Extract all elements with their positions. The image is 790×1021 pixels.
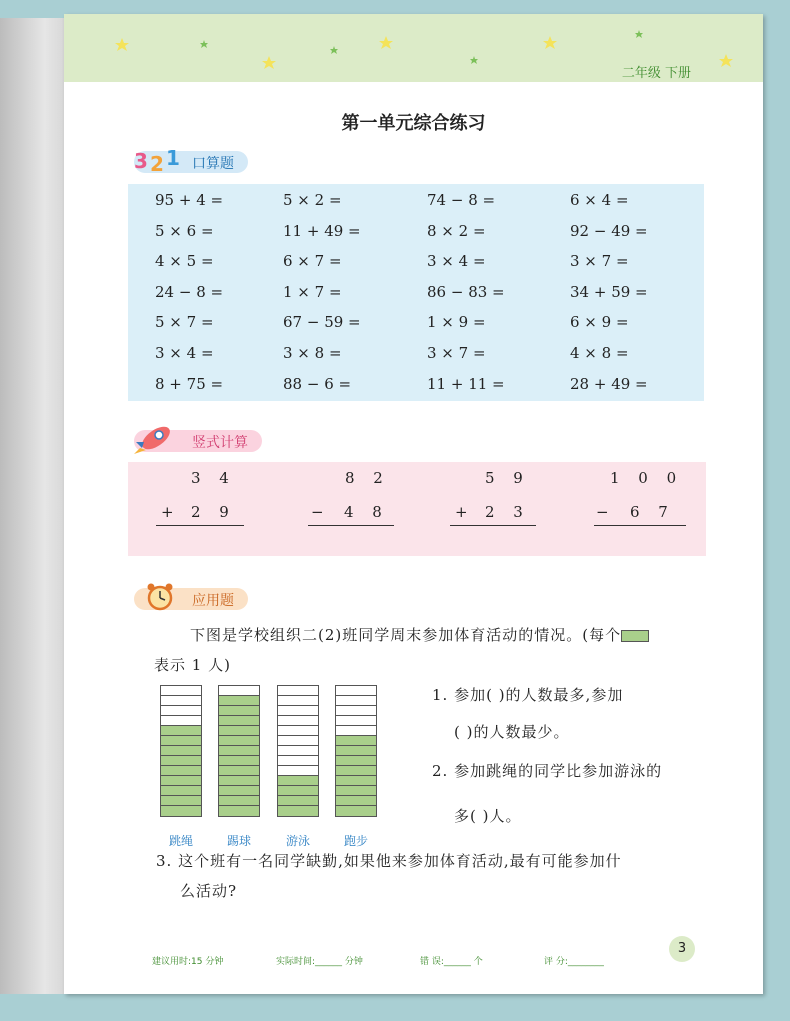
chart-cell	[219, 806, 259, 816]
question-1-line-2: ( )的人数最少。	[454, 723, 570, 741]
vertical-top-number: 8 2	[345, 469, 390, 487]
chart-cell	[336, 726, 376, 736]
chart-category-label: 跳绳	[168, 834, 193, 848]
grade-label: 二年级 下册	[621, 66, 691, 81]
section-label-applied-text: 应用题	[192, 593, 234, 609]
section-label-oral-text: 口算题	[192, 156, 234, 172]
chart-cell	[278, 786, 318, 796]
chart-cell	[278, 726, 318, 736]
chart-cell	[336, 786, 376, 796]
section-label-oral	[134, 146, 248, 175]
svg-text:1: 1	[166, 146, 180, 170]
chart-category-label: 跑步	[343, 834, 368, 848]
chart-cell	[219, 686, 259, 696]
question-3-line-1: 3. 这个班有一名同学缺勤,如果他来参加体育活动,最有可能参加什	[156, 852, 622, 870]
oral-problem: 88 − 6 =	[283, 374, 352, 393]
chart-cell	[278, 696, 318, 706]
vertical-operator: −	[311, 503, 331, 521]
chart-cell	[161, 756, 201, 766]
oral-problem: 92 − 49 =	[570, 221, 648, 240]
vertical-top-number: 1 0 0	[610, 469, 684, 487]
vertical-bottom-number: 2 3	[485, 503, 530, 521]
chart-cell	[336, 806, 376, 816]
oral-problem: 5 × 2 =	[283, 191, 342, 209]
chart-cell	[219, 716, 259, 726]
vertical-bottom-number: 6 7	[630, 503, 675, 521]
svg-text:2: 2	[150, 152, 164, 175]
page-title: 第一单元综合练习	[341, 113, 486, 134]
chart-cell	[336, 696, 376, 706]
footer-suggested-time: 建议用时:15 分钟	[152, 957, 224, 967]
vertical-answer-line	[594, 525, 686, 526]
chart-cell	[278, 776, 318, 786]
vertical-answer-line	[308, 525, 394, 526]
oral-problem: 1 × 9 =	[427, 313, 486, 332]
chart-cell	[219, 786, 259, 796]
page-number: 3	[669, 936, 695, 962]
chart-cell	[278, 766, 318, 776]
chart-cell	[219, 766, 259, 776]
chart-cell	[336, 776, 376, 786]
chart-bar	[335, 685, 377, 817]
chart-cell	[161, 746, 201, 756]
chart-cell	[161, 766, 201, 776]
chart-cell	[336, 746, 376, 756]
vertical-top-number: 3 4	[191, 469, 236, 487]
oral-problem: 3 × 8 =	[283, 344, 342, 362]
chart-cell	[219, 706, 259, 716]
chart-cell	[219, 756, 259, 766]
vertical-top-number: 5 9	[485, 469, 530, 487]
section-label-applied	[134, 588, 248, 610]
question-2-line-2: 多( )人。	[454, 807, 522, 825]
oral-problem: 1 × 7 =	[283, 282, 342, 301]
applied-intro-text: 下图是学校组织二(2)班同学周末参加体育活动的情况。(每个	[190, 626, 622, 644]
oral-problem: 3 × 4 =	[427, 252, 486, 271]
footer-actual-time: 实际时间:______ 分钟	[276, 957, 363, 967]
chart-cell	[278, 736, 318, 746]
oral-problem: 3 × 4 =	[155, 344, 214, 362]
vertical-answer-line	[156, 525, 244, 526]
oral-problem: 6 × 7 =	[283, 252, 342, 271]
footer-score: 评 分:________	[544, 957, 604, 967]
footer-errors: 错 误:______ 个	[420, 957, 483, 967]
oral-problem: 34 + 59 =	[570, 282, 648, 301]
chart-cell	[336, 686, 376, 696]
chart-cell	[219, 776, 259, 786]
svg-text:3: 3	[134, 149, 148, 173]
oral-problem: 95 + 4 =	[155, 191, 224, 209]
chart-cell	[278, 806, 318, 816]
question-2-line-1: 2. 参加跳绳的同学比参加游泳的	[432, 762, 663, 780]
section-label-vertical	[134, 430, 262, 452]
oral-problem: 67 − 59 =	[283, 313, 361, 332]
chart-cell	[161, 806, 201, 816]
oral-problem: 28 + 49 =	[570, 374, 648, 393]
oral-problem: 8 × 2 =	[427, 221, 486, 240]
chart-cell	[336, 756, 376, 766]
oral-problem: 74 − 8 =	[427, 191, 496, 209]
chart-cell	[278, 716, 318, 726]
chart-cell	[219, 696, 259, 706]
vertical-operator: +	[455, 503, 475, 521]
chart-cell	[336, 736, 376, 746]
section-label-vertical-text: 竖式计算	[192, 435, 248, 451]
workbook-page	[64, 14, 763, 994]
oral-problem: 4 × 5 =	[155, 252, 214, 271]
vertical-operator: +	[161, 503, 181, 521]
question-1-line-1: 1. 参加( )的人数最多,参加	[432, 686, 624, 704]
chart-cell	[219, 726, 259, 736]
chart-cell	[161, 696, 201, 706]
oral-problem: 8 + 75 =	[155, 374, 224, 393]
chart-cell	[161, 686, 201, 696]
chart-cell	[336, 766, 376, 776]
legend-cell-swatch	[621, 630, 649, 642]
chart-cell	[278, 796, 318, 806]
oral-problem: 24 − 8 =	[155, 282, 224, 301]
vertical-answer-line	[450, 525, 536, 526]
chart-bar	[218, 685, 260, 817]
vertical-bottom-number: 4 8	[344, 503, 389, 521]
question-3-line-2: 么活动?	[180, 882, 238, 900]
vertical-bottom-number: 2 9	[191, 503, 236, 521]
oral-problem: 3 × 7 =	[427, 344, 486, 362]
vertical-operator: −	[596, 503, 616, 521]
oral-problem: 11 + 49 =	[283, 221, 361, 240]
chart-cell	[219, 746, 259, 756]
oral-problem: 6 × 9 =	[570, 313, 629, 332]
chart-cell	[336, 716, 376, 726]
chart-category-label: 游泳	[285, 834, 310, 848]
chart-bar	[277, 685, 319, 817]
header-band	[64, 14, 763, 82]
applied-intro-line-1	[190, 624, 649, 645]
chart-cell	[278, 756, 318, 766]
chart-cell	[161, 726, 201, 736]
chart-cell	[278, 746, 318, 756]
chart-cell	[161, 736, 201, 746]
oral-problem: 86 − 83 =	[427, 282, 505, 301]
chart-cell	[278, 686, 318, 696]
rocket-icon	[130, 422, 180, 456]
oral-problem: 5 × 7 =	[155, 313, 214, 332]
oral-problem: 4 × 8 =	[570, 344, 629, 362]
number-321-icon	[130, 143, 186, 175]
chart-cell	[219, 796, 259, 806]
chart-cell	[336, 796, 376, 806]
chart-category-label: 踢球	[226, 834, 251, 848]
oral-problem: 3 × 7 =	[570, 252, 629, 271]
chart-bar	[160, 685, 202, 817]
oral-problem: 11 + 11 =	[427, 374, 505, 393]
chart-cell	[161, 786, 201, 796]
oral-problem: 6 × 4 =	[570, 191, 629, 209]
left-page-edge	[0, 18, 64, 994]
chart-cell	[219, 736, 259, 746]
chart-cell	[278, 706, 318, 716]
chart-cell	[161, 706, 201, 716]
chart-cell	[161, 796, 201, 806]
chart-cell	[161, 716, 201, 726]
alarm-clock-icon	[130, 580, 180, 614]
chart-cell	[336, 706, 376, 716]
chart-cell	[161, 776, 201, 786]
oral-problem: 5 × 6 =	[155, 221, 214, 240]
applied-intro-line-2: 表示 1 人)	[154, 656, 231, 674]
